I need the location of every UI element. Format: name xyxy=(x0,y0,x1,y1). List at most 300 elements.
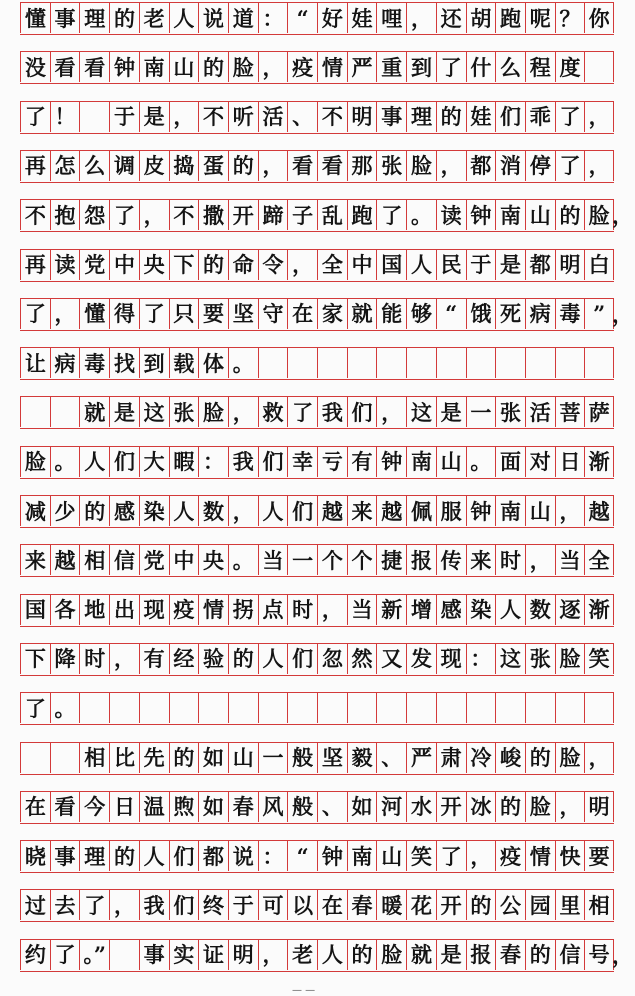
grid-cell: ， xyxy=(169,102,199,132)
grid-cell: 听 xyxy=(228,102,258,132)
grid-cell: “ xyxy=(287,3,317,33)
grid-cell: 事 xyxy=(376,102,406,132)
grid-cell: 病 xyxy=(525,299,555,329)
grid-cell: 少 xyxy=(50,496,80,526)
grid-cell: 说 xyxy=(228,841,258,871)
grid-cell: 体 xyxy=(198,348,228,378)
grid-cell xyxy=(317,348,347,378)
grid-cell: 脸 xyxy=(555,644,585,674)
grid-cell: 于 xyxy=(466,250,496,280)
grid-cell: 脸 xyxy=(376,940,406,970)
grid-cell: 够 xyxy=(406,299,436,329)
grid-cell: 党 xyxy=(79,250,109,280)
grid-cell: 降 xyxy=(50,644,80,674)
grid-cell: 们 xyxy=(347,397,377,427)
grid-cell: 来 xyxy=(20,545,50,575)
grid-cell: 了 xyxy=(20,693,50,723)
grid-row xyxy=(20,594,614,627)
grid-cell: 新 xyxy=(376,595,406,625)
grid-cell: 终 xyxy=(198,890,228,920)
grid-cell xyxy=(287,693,317,723)
margin-punctuation: ， xyxy=(612,301,633,327)
grid-cell: 怎 xyxy=(50,151,80,181)
grid-cell: 的 xyxy=(525,743,555,773)
grid-cell: 幸 xyxy=(287,447,317,477)
grid-cell: “ xyxy=(436,299,466,329)
grid-cell: 数 xyxy=(198,496,228,526)
grid-cell: 娃 xyxy=(347,3,377,33)
grid-cell: ： xyxy=(466,644,496,674)
grid-cell: 于 xyxy=(109,102,139,132)
grid-cell: 国 xyxy=(376,250,406,280)
grid-cell: 肃 xyxy=(436,743,466,773)
grid-cell: 在 xyxy=(20,792,50,822)
grid-cell: 看 xyxy=(79,52,109,82)
grid-cell: ， xyxy=(406,3,436,33)
grid-cell: 了 xyxy=(139,299,169,329)
grid-row xyxy=(20,446,614,479)
grid-cell: ， xyxy=(525,545,555,575)
grid-cell: 如 xyxy=(198,792,228,822)
grid-cell: ： xyxy=(258,3,288,33)
grid-cell xyxy=(436,693,466,723)
grid-cell: 现 xyxy=(139,595,169,625)
grid-cell: 们 xyxy=(169,841,199,871)
grid-cell: 娃 xyxy=(466,102,496,132)
grid-cell: 。 xyxy=(406,200,436,230)
grid-cell: 钟 xyxy=(317,841,347,871)
grid-cell: 你 xyxy=(584,3,614,33)
grid-cell: 活 xyxy=(525,397,555,427)
grid-cell: 亏 xyxy=(317,447,347,477)
grid-cell: 张 xyxy=(376,151,406,181)
grid-cell: 严 xyxy=(347,52,377,82)
grid-cell: 渐 xyxy=(584,447,614,477)
grid-cell: “ xyxy=(287,841,317,871)
grid-cell: 程 xyxy=(525,52,555,82)
grid-cell: 能 xyxy=(376,299,406,329)
grid-cell: 们 xyxy=(287,496,317,526)
grid-cell: 不 xyxy=(198,102,228,132)
grid-cell: 来 xyxy=(347,496,377,526)
grid-cell: 国 xyxy=(20,595,50,625)
grid-cell: 老 xyxy=(139,3,169,33)
grid-cell: 事 xyxy=(50,841,80,871)
grid-cell: 饿 xyxy=(466,299,496,329)
grid-cell: 好 xyxy=(317,3,347,33)
grid-cell: 越 xyxy=(584,496,614,526)
grid-cell: ： xyxy=(258,841,288,871)
grid-cell: 中 xyxy=(347,250,377,280)
grid-cell: 过 xyxy=(20,890,50,920)
grid-cell xyxy=(376,348,406,378)
grid-cell: 一 xyxy=(287,545,317,575)
grid-cell: 是 xyxy=(436,940,466,970)
grid-cell: 得 xyxy=(109,299,139,329)
grid-cell: 。 xyxy=(50,447,80,477)
grid-cell: 理 xyxy=(406,102,436,132)
grid-cell: 么 xyxy=(495,52,525,82)
grid-cell: 情 xyxy=(525,841,555,871)
grid-cell: 的 xyxy=(525,940,555,970)
grid-cell: 数 xyxy=(525,595,555,625)
grid-cell: 现 xyxy=(436,644,466,674)
grid-cell: 人 xyxy=(139,841,169,871)
grid-cell: 晓 xyxy=(20,841,50,871)
grid-cell: 的 xyxy=(436,102,466,132)
grid-cell: 先 xyxy=(139,743,169,773)
grid-cell: 到 xyxy=(139,348,169,378)
grid-cell xyxy=(287,348,317,378)
grid-cell: 理 xyxy=(79,841,109,871)
grid-row xyxy=(20,643,614,676)
grid-cell: 渐 xyxy=(584,595,614,625)
grid-cell: 呢 xyxy=(525,3,555,33)
grid-cell: 地 xyxy=(79,595,109,625)
grid-cell: 下 xyxy=(169,250,199,280)
grid-cell: 钟 xyxy=(109,52,139,82)
grid-cell xyxy=(555,693,585,723)
grid-cell: 时 xyxy=(79,644,109,674)
grid-cell: 山 xyxy=(169,52,199,82)
grid-cell: ！ xyxy=(50,102,80,132)
grid-cell: 白 xyxy=(584,250,614,280)
grid-cell xyxy=(584,52,614,82)
grid-cell: 怨 xyxy=(79,200,109,230)
grid-cell xyxy=(109,940,139,970)
grid-cell xyxy=(584,693,614,723)
grid-cell: 。 xyxy=(228,348,258,378)
grid-cell: 懂 xyxy=(79,299,109,329)
grid-cell xyxy=(495,693,525,723)
grid-cell: 又 xyxy=(376,644,406,674)
grid-cell: 的 xyxy=(228,151,258,181)
grid-cell: 人 xyxy=(317,940,347,970)
grid-cell: 疫 xyxy=(495,841,525,871)
grid-cell: 个 xyxy=(347,545,377,575)
grid-cell: 发 xyxy=(406,644,436,674)
grid-cell: 南 xyxy=(406,447,436,477)
grid-cell: 了 xyxy=(50,940,80,970)
grid-cell: ， xyxy=(466,841,496,871)
grid-cell: 这 xyxy=(495,644,525,674)
grid-cell: 号 xyxy=(584,940,614,970)
grid-cell: 般 xyxy=(287,743,317,773)
grid-cell xyxy=(525,348,555,378)
grid-cell: 约 xyxy=(20,940,50,970)
grid-cell: 了 xyxy=(20,102,50,132)
grid-cell: ？ xyxy=(555,3,585,33)
grid-row xyxy=(20,840,614,873)
grid-cell: 了 xyxy=(555,102,585,132)
grid-cell: 人 xyxy=(169,496,199,526)
grid-cell: ， xyxy=(228,397,258,427)
grid-cell: 公 xyxy=(495,890,525,920)
grid-cell: 服 xyxy=(436,496,466,526)
grid-cell xyxy=(79,102,109,132)
grid-cell: ， xyxy=(258,52,288,82)
grid-cell: 。” xyxy=(79,940,109,970)
grid-cell: 人 xyxy=(258,496,288,526)
grid-cell: 般 xyxy=(287,792,317,822)
grid-cell xyxy=(139,693,169,723)
grid-cell: 人 xyxy=(79,447,109,477)
grid-cell: 如 xyxy=(198,743,228,773)
grid-cell: 死 xyxy=(495,299,525,329)
grid-cell: 老 xyxy=(287,940,317,970)
grid-cell: 就 xyxy=(406,940,436,970)
grid-cell: 胡 xyxy=(466,3,496,33)
grid-cell: 南 xyxy=(139,52,169,82)
grid-cell: ， xyxy=(139,200,169,230)
grid-cell: 情 xyxy=(198,595,228,625)
grid-cell: 事 xyxy=(139,940,169,970)
grid-cell: 报 xyxy=(466,940,496,970)
grid-cell: 冷 xyxy=(466,743,496,773)
grid-cell: ， xyxy=(584,151,614,181)
grid-row xyxy=(20,791,614,824)
grid-cell: 今 xyxy=(79,792,109,822)
grid-row xyxy=(20,101,614,134)
grid-cell: 看 xyxy=(50,52,80,82)
grid-cell: 坚 xyxy=(228,299,258,329)
grid-cell: 春 xyxy=(495,940,525,970)
grid-cell: 人 xyxy=(169,3,199,33)
grid-cell: 重 xyxy=(376,52,406,82)
grid-cell: ， xyxy=(555,792,585,822)
grid-cell: 蹄 xyxy=(258,200,288,230)
grid-cell xyxy=(347,693,377,723)
grid-cell: 就 xyxy=(79,397,109,427)
grid-cell: 在 xyxy=(317,890,347,920)
grid-cell: 的 xyxy=(198,250,228,280)
grid-cell: 只 xyxy=(169,299,199,329)
grid-cell: 民 xyxy=(436,250,466,280)
grid-row xyxy=(20,889,614,922)
grid-cell xyxy=(376,693,406,723)
grid-cell: 们 xyxy=(495,102,525,132)
grid-cell: 读 xyxy=(50,250,80,280)
grid-cell: 是 xyxy=(495,250,525,280)
grid-cell: 时 xyxy=(287,595,317,625)
grid-cell: 蛋 xyxy=(198,151,228,181)
grid-cell: ， xyxy=(109,644,139,674)
grid-cell: 说 xyxy=(198,3,228,33)
grid-cell xyxy=(228,693,258,723)
grid-cell xyxy=(198,693,228,723)
grid-cell: 有 xyxy=(139,644,169,674)
grid-cell: 中 xyxy=(169,545,199,575)
grid-cell: 越 xyxy=(317,496,347,526)
grid-cell xyxy=(20,743,50,773)
grid-cell: 花 xyxy=(406,890,436,920)
grid-cell: 的 xyxy=(228,644,258,674)
grid-cell: 子 xyxy=(287,200,317,230)
grid-cell: 的 xyxy=(347,940,377,970)
grid-cell: 日 xyxy=(109,792,139,822)
grid-cell: ， xyxy=(258,151,288,181)
grid-cell: 信 xyxy=(109,545,139,575)
grid-cell: 钟 xyxy=(376,447,406,477)
grid-row xyxy=(20,199,614,232)
grid-cell: 如 xyxy=(347,792,377,822)
grid-cell: 峻 xyxy=(495,743,525,773)
grid-cell: 大 xyxy=(139,447,169,477)
grid-cell: 感 xyxy=(436,595,466,625)
grid-cell: 是 xyxy=(109,397,139,427)
grid-cell: 令 xyxy=(258,250,288,280)
grid-cell: 我 xyxy=(228,447,258,477)
grid-cell: 的 xyxy=(198,52,228,82)
grid-cell: 增 xyxy=(406,595,436,625)
grid-cell: 出 xyxy=(109,595,139,625)
grid-cell: 是 xyxy=(436,397,466,427)
grid-row xyxy=(20,692,614,725)
grid-cell: 感 xyxy=(109,496,139,526)
grid-cell: 的 xyxy=(109,3,139,33)
grid-cell: 然 xyxy=(347,644,377,674)
margin-punctuation: ， xyxy=(612,942,633,968)
grid-cell: 我 xyxy=(139,890,169,920)
grid-cell: ， xyxy=(109,890,139,920)
grid-cell: 对 xyxy=(525,447,555,477)
grid-cell: 看 xyxy=(287,151,317,181)
grid-cell: 当 xyxy=(347,595,377,625)
grid-cell: 全 xyxy=(584,545,614,575)
grid-cell: 越 xyxy=(50,545,80,575)
grid-cell: ， xyxy=(228,496,258,526)
grid-row xyxy=(20,249,614,282)
grid-cell: 疫 xyxy=(169,595,199,625)
grid-cell: ， xyxy=(584,102,614,132)
grid-cell: 明 xyxy=(228,940,258,970)
grid-cell: 抱 xyxy=(50,200,80,230)
grid-cell: 撒 xyxy=(198,200,228,230)
grid-cell: 在 xyxy=(287,299,317,329)
grid-cell: 党 xyxy=(139,545,169,575)
grid-cell: 要 xyxy=(198,299,228,329)
grid-cell: 南 xyxy=(495,200,525,230)
grid-cell: ， xyxy=(555,496,585,526)
grid-cell: 这 xyxy=(406,397,436,427)
grid-cell: 捷 xyxy=(376,545,406,575)
grid-cell: 佩 xyxy=(406,496,436,526)
grid-cell xyxy=(317,693,347,723)
grid-cell: 捣 xyxy=(169,151,199,181)
grid-cell: 越 xyxy=(376,496,406,526)
grid-cell: 载 xyxy=(169,348,199,378)
grid-row xyxy=(20,396,614,429)
grid-cell: 、 xyxy=(376,743,406,773)
grid-cell: 有 xyxy=(347,447,377,477)
grid-cell: 的 xyxy=(169,743,199,773)
grid-cell: 经 xyxy=(169,644,199,674)
grid-cell: 萨 xyxy=(584,397,614,427)
grid-cell: 。 xyxy=(50,693,80,723)
grid-cell: 救 xyxy=(258,397,288,427)
grid-cell: 、 xyxy=(317,792,347,822)
grid-cell: 不 xyxy=(317,102,347,132)
grid-cell: 懂 xyxy=(20,3,50,33)
grid-cell: 园 xyxy=(525,890,555,920)
grid-cell xyxy=(466,693,496,723)
grid-cell: 验 xyxy=(198,644,228,674)
grid-cell: 了 xyxy=(109,200,139,230)
grid-cell: 这 xyxy=(139,397,169,427)
grid-cell: 染 xyxy=(139,496,169,526)
grid-cell: 染 xyxy=(466,595,496,625)
grid-cell: 们 xyxy=(109,447,139,477)
grid-cell: ： xyxy=(198,447,228,477)
grid-cell: 度 xyxy=(555,52,585,82)
grid-cell: 跑 xyxy=(347,200,377,230)
grid-cell: 哩 xyxy=(376,3,406,33)
grid-cell: 、 xyxy=(287,102,317,132)
grid-cell: 比 xyxy=(109,743,139,773)
grid-cell: 里 xyxy=(555,890,585,920)
grid-cell: 笑 xyxy=(584,644,614,674)
grid-cell: 一 xyxy=(258,743,288,773)
grid-cell: 当 xyxy=(258,545,288,575)
grid-cell: 开 xyxy=(228,200,258,230)
grid-cell: 看 xyxy=(317,151,347,181)
grid-cell: 明 xyxy=(584,792,614,822)
grid-cell: 么 xyxy=(79,151,109,181)
grid-cell: 那 xyxy=(347,151,377,181)
grid-cell: 皮 xyxy=(139,151,169,181)
grid-cell: 水 xyxy=(406,792,436,822)
grid-cell: 忽 xyxy=(317,644,347,674)
grid-cell: 毅 xyxy=(347,743,377,773)
grid-cell: 调 xyxy=(109,151,139,181)
grid-cell: 暇 xyxy=(169,447,199,477)
grid-cell: 河 xyxy=(376,792,406,822)
grid-cell: 都 xyxy=(466,151,496,181)
grid-cell: 报 xyxy=(406,545,436,575)
grid-cell: ， xyxy=(287,250,317,280)
grid-cell: 让 xyxy=(20,348,50,378)
grid-cell xyxy=(258,348,288,378)
grid-cell: 毒 xyxy=(79,348,109,378)
grid-cell: 南 xyxy=(347,841,377,871)
grid-cell: ， xyxy=(436,151,466,181)
grid-cell: 信 xyxy=(555,940,585,970)
grid-cell: 山 xyxy=(525,200,555,230)
grid-cell: 我 xyxy=(317,397,347,427)
grid-cell: 一 xyxy=(466,397,496,427)
grid-cell: 消 xyxy=(495,151,525,181)
grid-row xyxy=(20,742,614,775)
grid-cell: 快 xyxy=(555,841,585,871)
grid-cell: 没 xyxy=(20,52,50,82)
grid-cell xyxy=(169,693,199,723)
grid-cell xyxy=(20,397,50,427)
grid-cell: ， xyxy=(317,595,347,625)
grid-cell: 脸 xyxy=(584,200,614,230)
grid-cell: 再 xyxy=(20,250,50,280)
grid-row xyxy=(20,939,614,972)
grid-cell: 病 xyxy=(50,348,80,378)
grid-cell: 去 xyxy=(50,890,80,920)
grid-cell xyxy=(50,397,80,427)
grid-cell: ， xyxy=(376,397,406,427)
grid-row xyxy=(20,347,614,380)
grid-cell: 个 xyxy=(317,545,347,575)
grid-cell: 笑 xyxy=(406,841,436,871)
grid-cell: ” xyxy=(584,299,614,329)
grid-cell: 山 xyxy=(525,496,555,526)
grid-cell: 人 xyxy=(258,644,288,674)
